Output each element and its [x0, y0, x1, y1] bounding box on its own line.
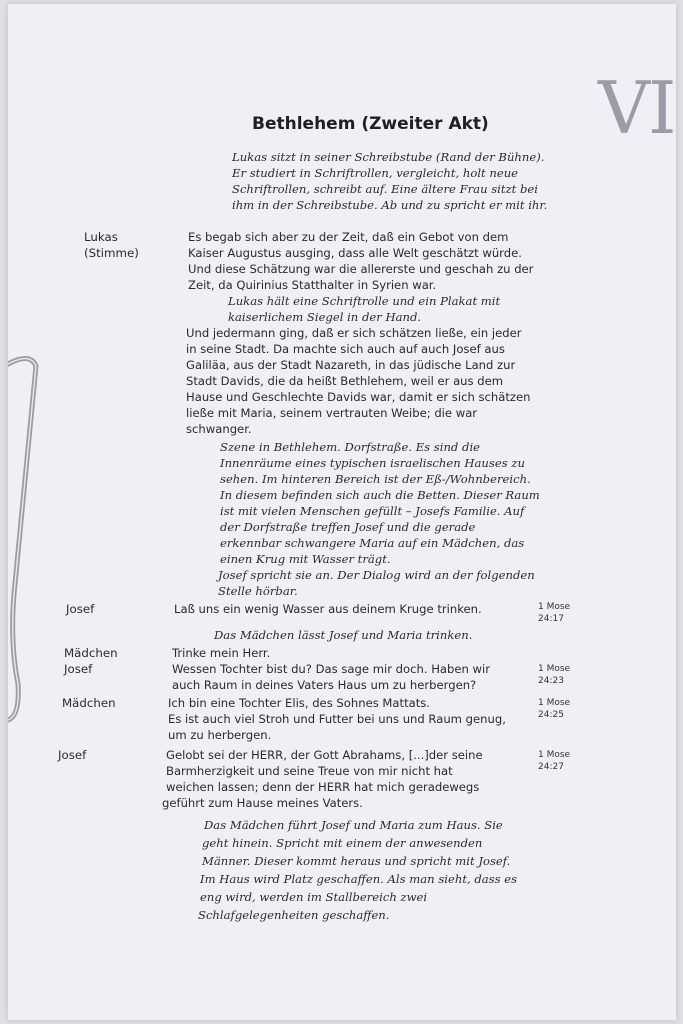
direction-line: Schriftrollen, schreibt auf. Eine ältere Frau sitzt bei [232, 182, 538, 196]
speech-line: geführt zum Hause meines Vaters. [162, 796, 363, 810]
direction-line: ihm in der Schreibstube. Ab und zu spricht er mit ihr. [232, 198, 548, 212]
direction-line: Männer. Dieser kommt heraus und spricht mit Josef. [202, 854, 511, 868]
bible-reference: 24:17 [538, 614, 564, 624]
bible-reference: 1 Mose [538, 602, 571, 612]
speech-line: Trinke mein Herr. [172, 646, 271, 660]
speech-line: ließe mit Maria, seinem vertrauten Weibe; die war [186, 406, 478, 420]
speaker-qualifier: (Stimme) [84, 246, 139, 260]
direction-line: kaiserlichem Siegel in der Hand. [228, 310, 422, 324]
speech-line: in seine Stadt. Da machte sich auch auf auch Josef aus [186, 342, 505, 356]
page-title: Bethlehem (Zweiter Akt) [252, 114, 489, 134]
speech-line: schwanger. [186, 422, 252, 436]
direction-line: Lukas sitzt in seiner Schreibstube (Rand der Bühne). [232, 150, 545, 164]
direction-line: sehen. Im hinteren Bereich ist der Eß-/Wohnbereich. [220, 472, 531, 486]
speech-line: Galiläa, aus der Stadt Nazareth, in das jüdische Land zur [186, 358, 516, 372]
speech-line: Es begab sich aber zu der Zeit, daß ein Gebot von dem [188, 230, 509, 244]
direction-line: Innenräume eines typischen israelischen Hauses zu [220, 456, 525, 470]
direction-line: Szene in Bethlehem. Dorfstraße. Es sind die [220, 440, 481, 454]
direction-line: ist mit vielen Menschen gefüllt – Josefs Familie. Auf [220, 504, 525, 518]
speaker-name: Lukas [84, 230, 118, 244]
direction-line: Das Mädchen führt Josef und Maria zum Haus. Sie [204, 818, 503, 832]
direction-line: einen Krug mit Wasser trägt. [220, 552, 391, 566]
bible-reference: 24:25 [538, 710, 564, 720]
script-page [8, 4, 676, 1020]
speaker-name: Josef [66, 602, 95, 616]
speaker-name: Mädchen [62, 696, 116, 710]
direction-line: Er studiert in Schriftrollen, vergleicht, holt neue [232, 166, 519, 180]
bible-reference: 1 Mose [538, 698, 571, 708]
speech-line: Kaiser Augustus ausging, dass alle Welt geschätzt würde. [188, 246, 522, 260]
speech-line: Ich bin eine Tochter Elis, des Sohnes Mattats. [168, 696, 430, 710]
direction-line: geht hinein. Spricht mit einem der anwesenden [202, 836, 483, 850]
speaker-name: Josef [58, 748, 87, 762]
speech-line: Und diese Schätzung war die allererste und geschah zu der [188, 262, 534, 276]
direction-line: der Dorfstraße treffen Josef und die gerade [220, 520, 476, 534]
speech-line: um zu herbergen. [168, 728, 272, 742]
speech-line: Laß uns ein wenig Wasser aus deinem Kruge trinken. [174, 602, 482, 616]
speech-line: Stadt Davids, die da heißt Bethlehem, weil er aus dem [186, 374, 504, 388]
speaker-name: Mädchen [64, 646, 118, 660]
direction-line: Lukas hält eine Schriftrolle und ein Plakat mit [228, 294, 501, 308]
stage-direction-4: Das Mädchen lässt Josef und Maria trinken. [214, 628, 473, 642]
speech-line: Und jedermann ging, daß er sich schätzen ließe, ein jeder [186, 326, 522, 340]
speaker-name: Josef [64, 662, 93, 676]
direction-line: Schlafgelegenheiten geschaffen. [198, 908, 390, 922]
direction-line: Stelle hörbar. [218, 584, 298, 598]
binder-clip-icon [8, 344, 42, 724]
direction-line: In diesem befinden sich auch die Betten. Dieser Raum [220, 488, 540, 502]
bible-reference: 1 Mose [538, 664, 571, 674]
speech-line: Es ist auch viel Stroh und Futter bei uns und Raum genug, [168, 712, 506, 726]
speech-line: Wessen Tochter bist du? Das sage mir doch. Haben wir [172, 662, 491, 676]
speech-line: Hause und Geschlechte Davids war, damit er sich schätzen [186, 390, 531, 404]
direction-line: Josef spricht sie an. Der Dialog wird an der folgenden [218, 568, 535, 582]
chapter-numeral: VI [598, 66, 675, 150]
speech-line: Gelobt sei der HERR, der Gott Abrahams, [...]der seine [166, 748, 483, 762]
direction-line: eng wird, werden im Stallbereich zwei [200, 890, 428, 904]
speech-line: weichen lassen; denn der HERR hat mich geradewegs [166, 780, 480, 794]
bible-reference: 24:23 [538, 676, 564, 686]
direction-line: Im Haus wird Platz geschaffen. Als man sieht, dass es [200, 872, 518, 886]
speech-line: Zeit, da Quirinius Statthalter in Syrien war. [188, 278, 437, 292]
speech-line: Barmherzigkeit und seine Treue von mir nicht hat [166, 764, 453, 778]
direction-line: erkennbar schwangere Maria auf ein Mädchen, das [220, 536, 525, 550]
bible-reference: 1 Mose [538, 750, 571, 760]
bible-reference: 24:27 [538, 762, 564, 772]
speech-line: auch Raum in deines Vaters Haus um zu herbergen? [172, 678, 477, 692]
